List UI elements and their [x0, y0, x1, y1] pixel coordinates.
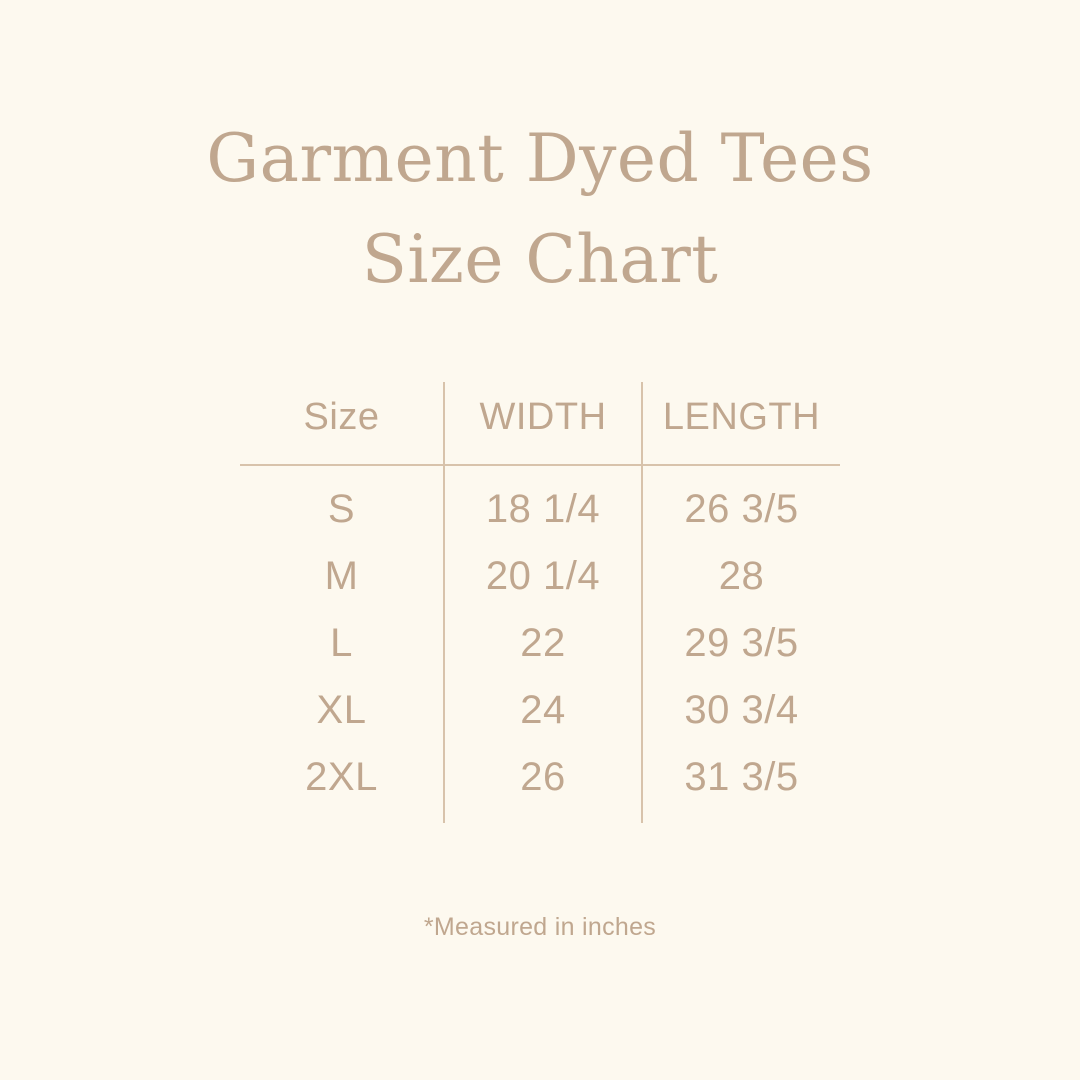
size-table	[240, 382, 840, 823]
cell-size: L	[330, 621, 353, 665]
cell-length: 29 3/5	[642, 610, 840, 677]
table-row	[240, 543, 840, 610]
title-line-1: Garment Dyed Tees	[206, 120, 874, 197]
measurement-note: *Measured in inches	[423, 913, 657, 941]
cell-width: 26	[444, 744, 642, 823]
cell-width: 24	[444, 677, 642, 744]
size-table-container	[240, 382, 840, 823]
cell-size: M	[324, 554, 359, 598]
table-header-row	[240, 382, 840, 465]
cell-size: 2XL	[305, 755, 378, 799]
page-title	[206, 108, 873, 310]
table-row	[240, 677, 840, 744]
cell-size: S	[327, 487, 356, 531]
column-header-size: Size	[303, 396, 380, 438]
column-header-length: LENGTH	[642, 382, 840, 465]
cell-width: 22	[444, 610, 642, 677]
table-row	[240, 610, 840, 677]
table-body	[240, 465, 840, 823]
cell-size: XL	[316, 688, 367, 732]
table-header	[240, 382, 840, 465]
cell-length: 30 3/4	[642, 677, 840, 744]
cell-length: 28	[642, 543, 840, 610]
table-row	[240, 744, 840, 823]
cell-length: 26 3/5	[642, 465, 840, 543]
title-line-2: Size Chart	[361, 221, 719, 298]
cell-length: 31 3/5	[642, 744, 840, 823]
cell-width: 20 1/4	[444, 543, 642, 610]
column-header-width: WIDTH	[444, 382, 642, 465]
cell-width: 18 1/4	[444, 465, 642, 543]
table-row	[240, 465, 840, 543]
